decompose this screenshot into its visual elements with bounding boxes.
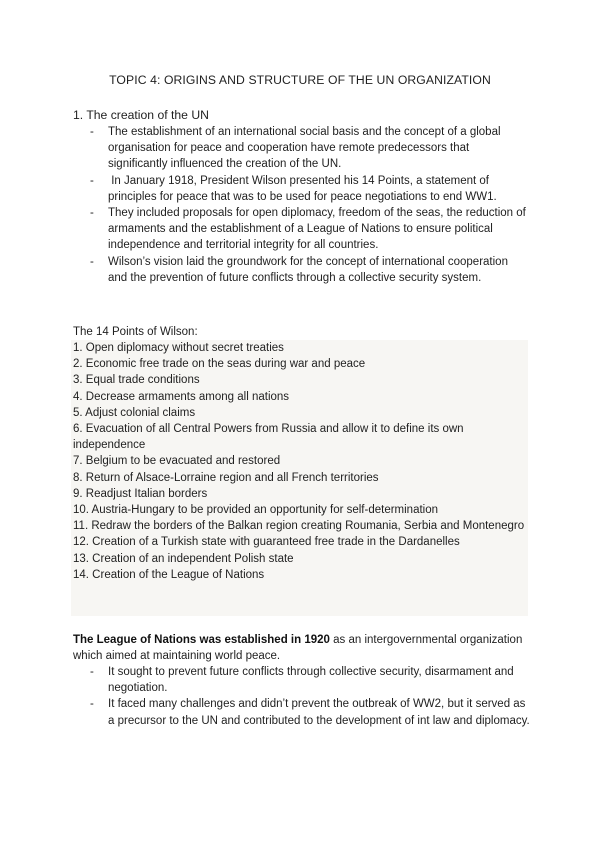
league-paragraph [73, 632, 523, 664]
section-heading-creation: 1. The creation of the UN [73, 108, 209, 122]
list-item [90, 205, 530, 254]
list-item [90, 696, 530, 728]
league-bullet-list [90, 664, 530, 729]
bullet-text: In January 1918, President Wilson presented his 14 Points, a statement of principles for peace that was to be used for peace negotiations to end WW1. [108, 174, 497, 203]
list-item: 1. Open diplomacy without secret treaties [73, 342, 284, 354]
list-item [90, 173, 530, 205]
list-item: 13. Creation of an independent Polish state [73, 552, 294, 565]
bullet-marker: - [90, 207, 94, 220]
list-item [90, 664, 530, 696]
league-bold-text: The League of Nations was established in 1920 [73, 634, 330, 646]
list-item: 8. Return of Alsace-Lorraine region and all French territories [73, 471, 379, 484]
bullet-marker: - [90, 666, 94, 678]
fourteen-points-list [73, 340, 526, 583]
bullet-text: It faced many challenges and didn’t prevent the outbreak of WW2, but it served as a precursor to the UN and contributed to the development of int law and diplomacy. [108, 698, 530, 727]
bullet-marker: - [90, 126, 94, 138]
list-item: 12. Creation of a Turkish state with guaranteed free trade in the Dardanelles [73, 536, 460, 549]
list-item [90, 124, 530, 173]
list-item: 7. Belgium to be evacuated and restored [73, 455, 281, 468]
league-rest-text: as an intergovernmental organization which aimed at maintaining world peace. [73, 634, 523, 663]
creation-bullet-list [90, 124, 530, 286]
list-item: 3. Equal trade conditions [73, 374, 200, 387]
list-item: 14. Creation of the League of Nations [73, 568, 265, 581]
list-item: 11. Redraw the borders of the Balkan region creating Roumania, Serbia and Montenegro [73, 520, 525, 533]
list-item: 9. Readjust Italian borders [73, 487, 208, 500]
list-item: 4. Decrease armaments among all nations [73, 390, 290, 403]
page-title: TOPIC 4: ORIGINS AND STRUCTURE OF THE UN ORGANIZATION [109, 73, 491, 87]
bullet-text: The establishment of an international social basis and the concept of a global organisation for peace and cooperation have remote predecessors that significantly influenced the creation of the UN. [108, 126, 501, 171]
bullet-text: They included proposals for open diplomacy, freedom of the seas, the reduction of armaments and the establishment of a League of Nations to ensure political independence and territorial integrity for all countries. [108, 207, 526, 252]
list-item: 2. Economic free trade on the seas during war and peace [73, 358, 366, 371]
list-item: 10. Austria-Hungary to be provided an opportunity for self-determination [73, 504, 439, 517]
list-item [90, 254, 530, 286]
bullet-marker: - [90, 255, 94, 268]
bullet-marker: - [90, 174, 94, 187]
bullet-marker: - [90, 698, 94, 711]
fourteen-points-label: The 14 Points of Wilson: [73, 326, 198, 338]
list-item: 5. Adjust colonial claims [73, 406, 196, 419]
bullet-text: It sought to prevent future conflicts through collective security, disarmament and negotiation. [108, 666, 514, 695]
bullet-text: Wilson’s vision laid the groundwork for the concept of international cooperation and the prevention of future conflicts through a collective security system. [108, 255, 508, 284]
list-item: 6. Evacuation of all Central Powers from Russia and allow it to define its own independence [73, 423, 464, 452]
